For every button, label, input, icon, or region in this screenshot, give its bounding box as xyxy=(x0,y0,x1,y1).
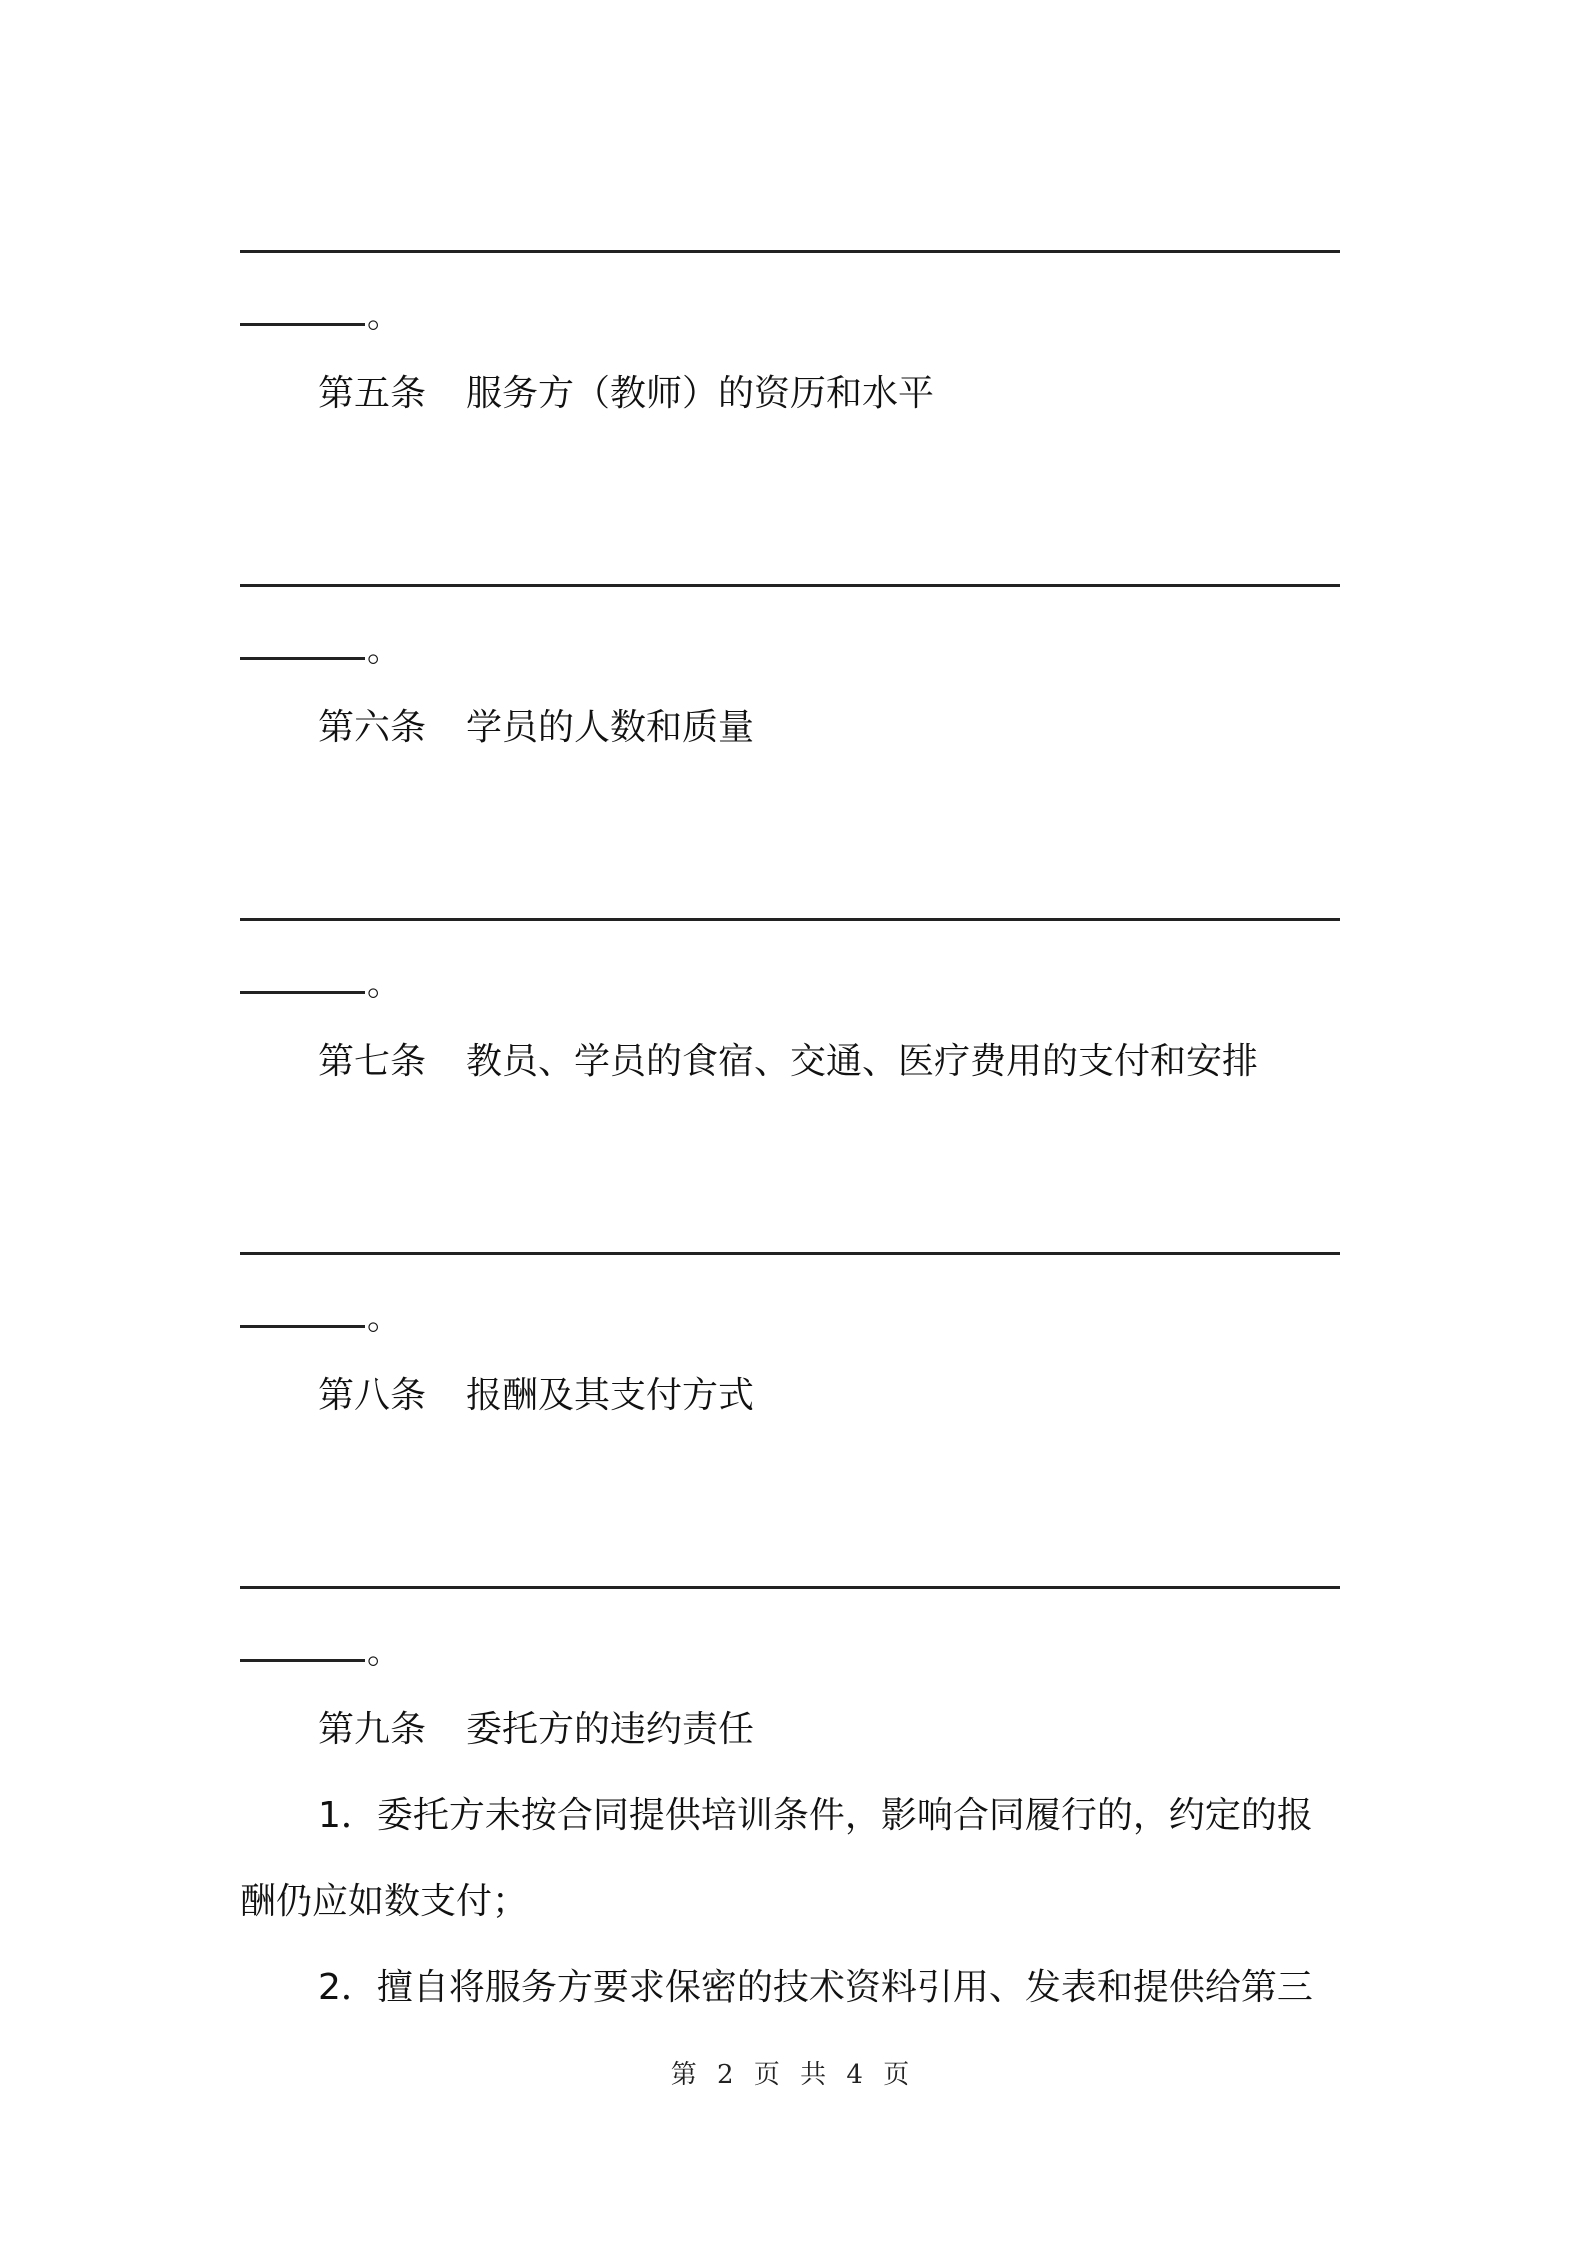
article-heading xyxy=(318,1040,1258,1084)
article-heading xyxy=(318,1374,754,1418)
fill-in-line-short xyxy=(240,657,365,660)
fill-in-line-short xyxy=(240,323,365,326)
clause-text: 1．委托方未按合同提供培训条件，影响合同履行的，约定的报 xyxy=(318,1795,1313,1836)
period-mark: 。 xyxy=(367,964,401,1004)
fill-in-line-short xyxy=(240,991,365,994)
article-heading xyxy=(318,372,934,416)
fill-in-line xyxy=(240,1586,1340,1589)
article-number: 第五条 xyxy=(318,373,427,414)
fill-in-line-end xyxy=(240,296,401,336)
fill-in-line xyxy=(240,584,1340,587)
fill-in-line xyxy=(240,1252,1340,1255)
fill-in-line-short xyxy=(240,1325,365,1328)
fill-in-line-short xyxy=(240,1659,365,1662)
article-title: 教员、学员的食宿、交通、医疗费用的支付和安排 xyxy=(466,1041,1259,1082)
fill-in-line-end xyxy=(240,964,401,1004)
fill-in-line-end xyxy=(240,630,401,670)
article-heading xyxy=(318,706,754,750)
page-footer: 第 2 页 共 4 页 xyxy=(670,2060,916,2090)
fill-in-line xyxy=(240,918,1340,921)
period-mark: 。 xyxy=(367,296,401,336)
fill-in-line xyxy=(240,250,1340,253)
clause-text-continued: 酬仍应如数支付； xyxy=(240,1881,529,1922)
period-mark: 。 xyxy=(367,1298,401,1338)
fill-in-line-end xyxy=(240,1632,401,1672)
article-title: 报酬及其支付方式 xyxy=(466,1375,755,1416)
article-title: 服务方（教师）的资历和水平 xyxy=(466,373,935,414)
article-title: 学员的人数和质量 xyxy=(466,707,755,748)
article-number: 第六条 xyxy=(318,707,427,748)
article-number: 第七条 xyxy=(318,1041,427,1082)
fill-in-line-end xyxy=(240,1298,401,1338)
period-mark: 。 xyxy=(367,630,401,670)
article-heading xyxy=(318,1708,754,1752)
clause-text: 2．擅自将服务方要求保密的技术资料引用、发表和提供给第三 xyxy=(318,1967,1313,2008)
article-title: 委托方的违约责任 xyxy=(466,1709,755,1750)
article-number: 第八条 xyxy=(318,1375,427,1416)
article-number: 第九条 xyxy=(318,1709,427,1750)
period-mark: 。 xyxy=(367,1632,401,1672)
